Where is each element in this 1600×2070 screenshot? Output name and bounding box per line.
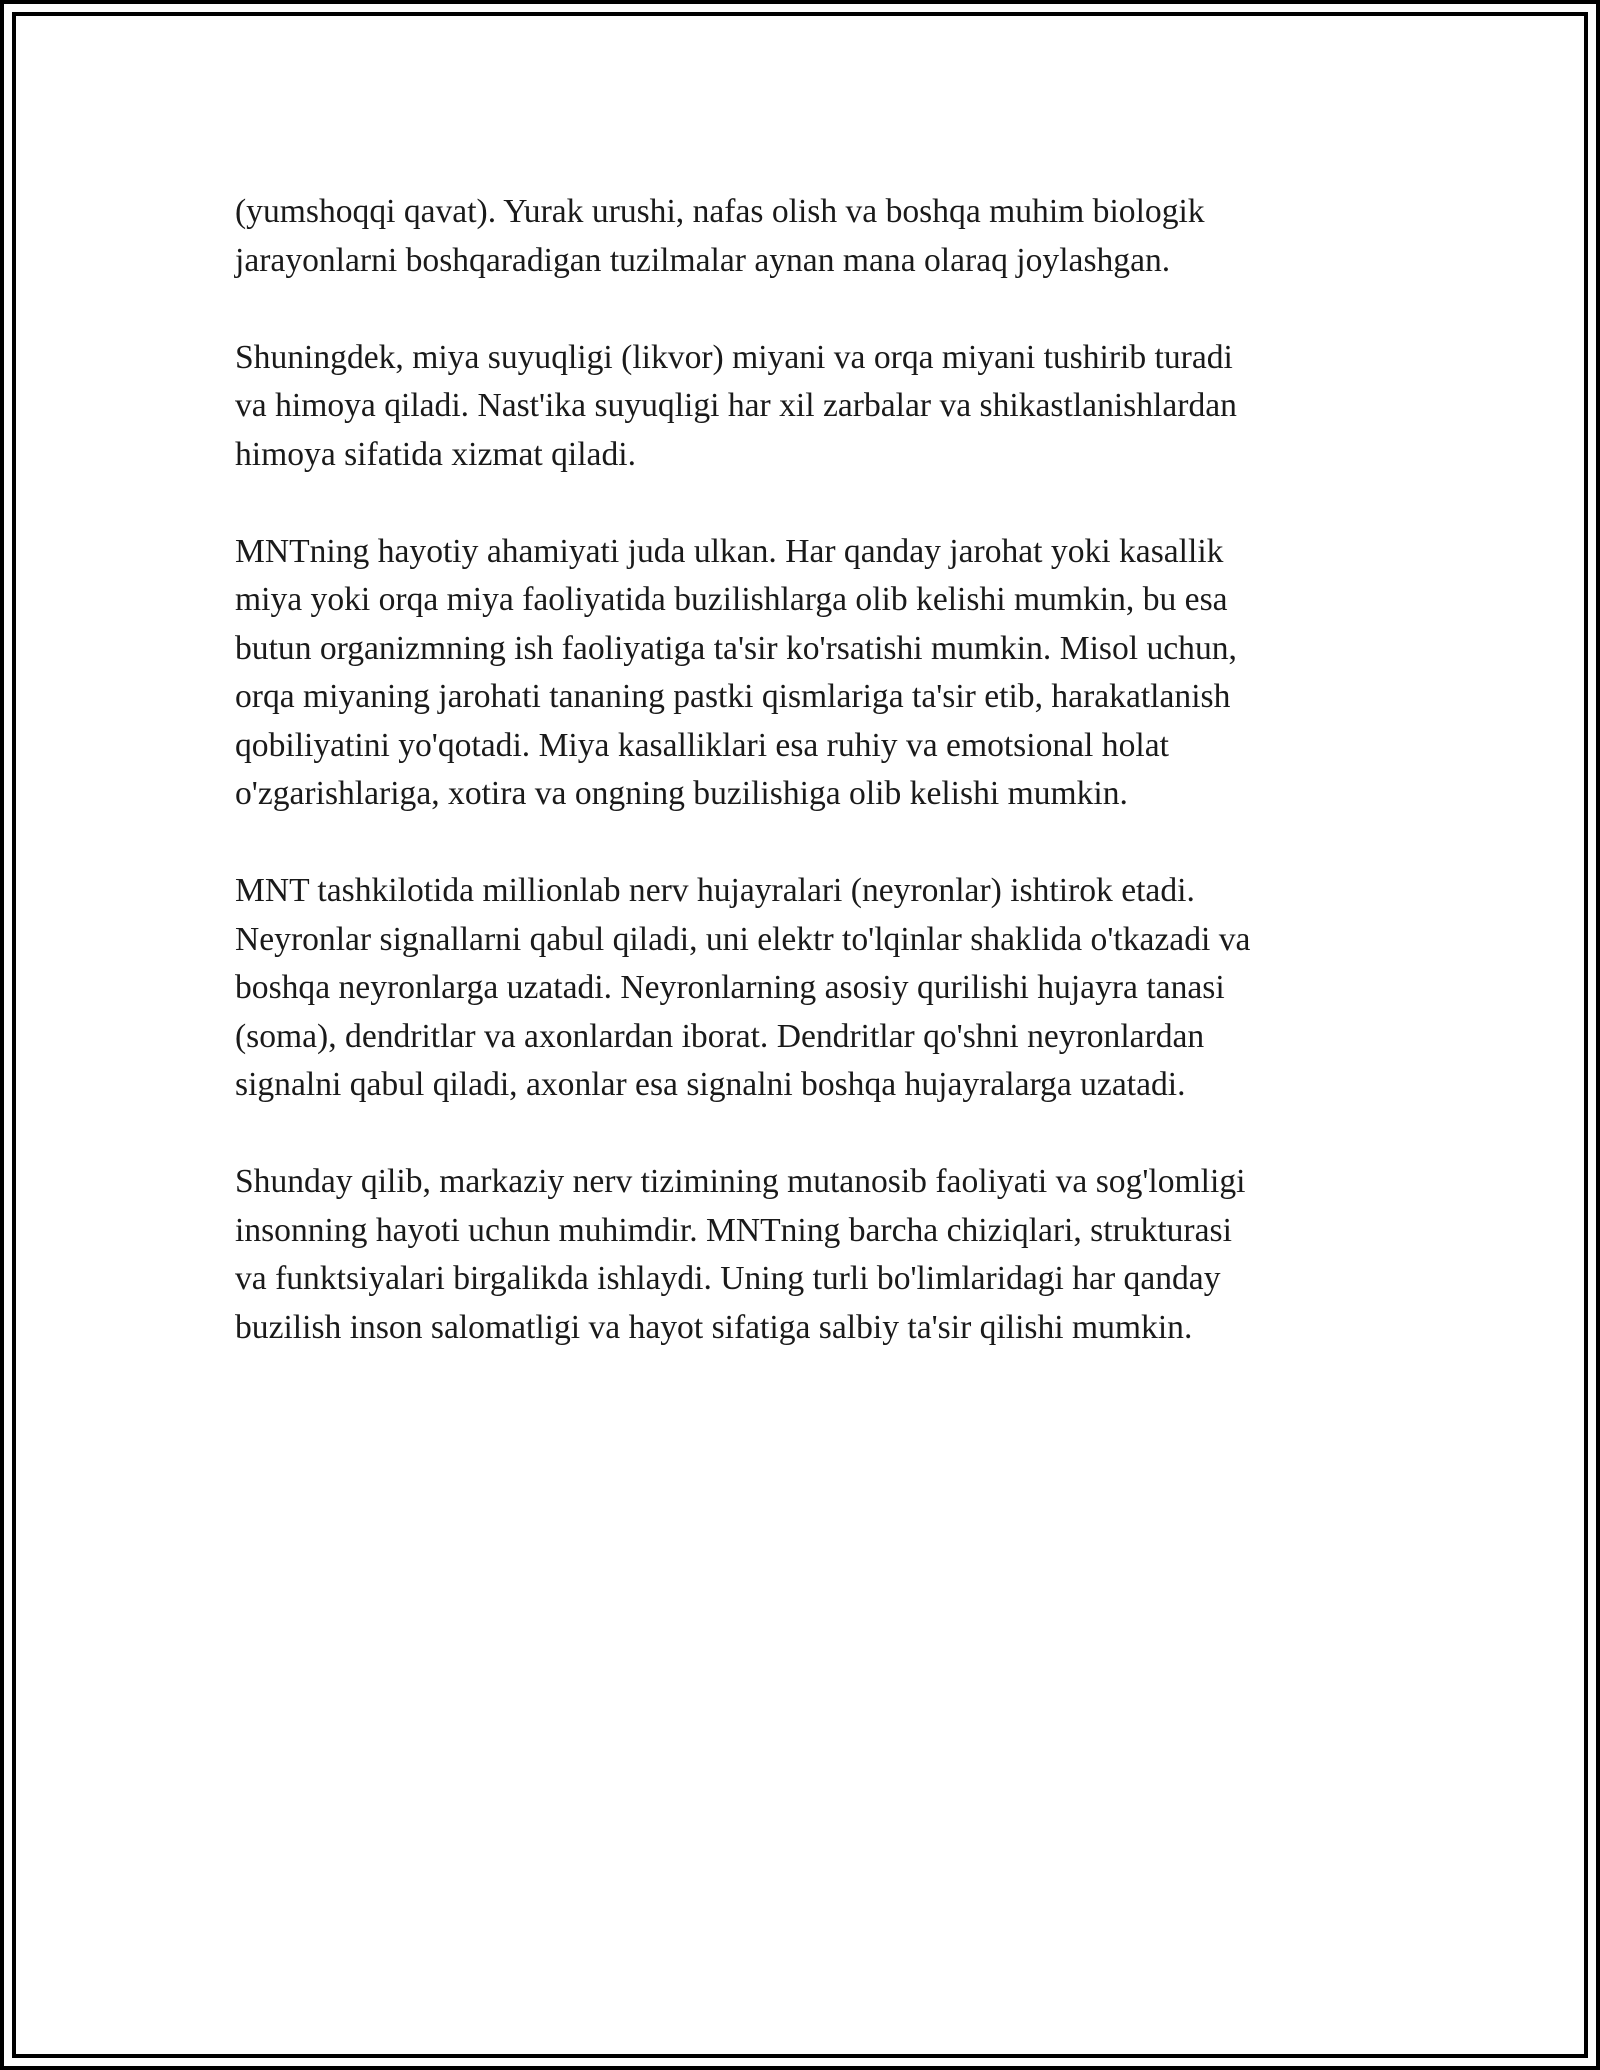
text-line: miya yoki orqa miya faoliyatida buzilishlarga olib kelishi mumkin, bu esa xyxy=(235,581,1228,618)
text-line: signalni qabul qiladi, axonlar esa signalni boshqa hujayralarga uzatadi. xyxy=(235,1066,1186,1103)
paragraph-2 xyxy=(235,334,1360,480)
text-line: o'zgarishlariga, xotira va ongning buzilishiga olib kelishi mumkin. xyxy=(235,775,1128,812)
text-line: jarayonlarni boshqaradigan tuzilmalar aynan mana olaraq joylashgan. xyxy=(235,241,1171,279)
text-line: va himoya qiladi. Nast'ika suyuqligi har xil zarbalar va shikastlanishlardan xyxy=(235,387,1237,424)
paragraph-4 xyxy=(235,867,1360,1110)
text-line: boshqa neyronlarga uzatadi. Neyronlarning asosiy qurilishi hujayra tanasi xyxy=(235,969,1225,1006)
text-line: MNTning hayotiy ahamiyati juda ulkan. Har qanday jarohat yoki kasallik xyxy=(235,532,1224,570)
text-line: (soma), dendritlar va axonlardan iborat. Dendritlar qo'shni neyronlardan xyxy=(235,1017,1205,1055)
text-line: MNT tashkilotida millionlab nerv hujayralari (neyronlar) ishtirok etadi. xyxy=(235,872,1195,909)
text-line: butun organizmning ish faoliyatiga ta'sir ko'rsatishi mumkin. Misol uchun, xyxy=(235,629,1237,667)
text-line: insonning hayoti uchun muhimdir. MNTning barcha chiziqlari, strukturasi xyxy=(235,1211,1232,1249)
text-line: Shunday qilib, markaziy nerv tizimining mutanosib faoliyati va sog'lomligi xyxy=(235,1163,1246,1200)
text-line: qobiliyatini yo'qotadi. Miya kasalliklari esa ruhiy va emotsional holat xyxy=(235,726,1169,764)
text-line: va funktsiyalari birgalikda ishlaydi. Uning turli bo'limlaridagi har qanday xyxy=(235,1260,1221,1297)
paragraph-3 xyxy=(235,528,1360,819)
document-body xyxy=(235,188,1360,1401)
paragraph-1 xyxy=(235,188,1360,285)
text-line: (yumshoqqi qavat). Yurak urushi, nafas olish va boshqa muhim biologik xyxy=(235,193,1205,230)
text-line: buzilish inson salomatligi va hayot sifatiga salbiy ta'sir qilishi mumkin. xyxy=(235,1308,1193,1346)
text-line: Neyronlar signallarni qabul qiladi, uni elektr to'lqinlar shaklida o'tkazadi va xyxy=(235,920,1251,958)
text-line: himoya sifatida xizmat qiladi. xyxy=(235,435,636,473)
paragraph-5 xyxy=(235,1158,1360,1352)
text-line: orqa miyaning jarohati tananing pastki qismlariga ta'sir etib, harakatlanish xyxy=(235,678,1231,715)
text-line: Shuningdek, miya suyuqligi (likvor) miyani va orqa miyani tushirib turadi xyxy=(235,338,1233,376)
